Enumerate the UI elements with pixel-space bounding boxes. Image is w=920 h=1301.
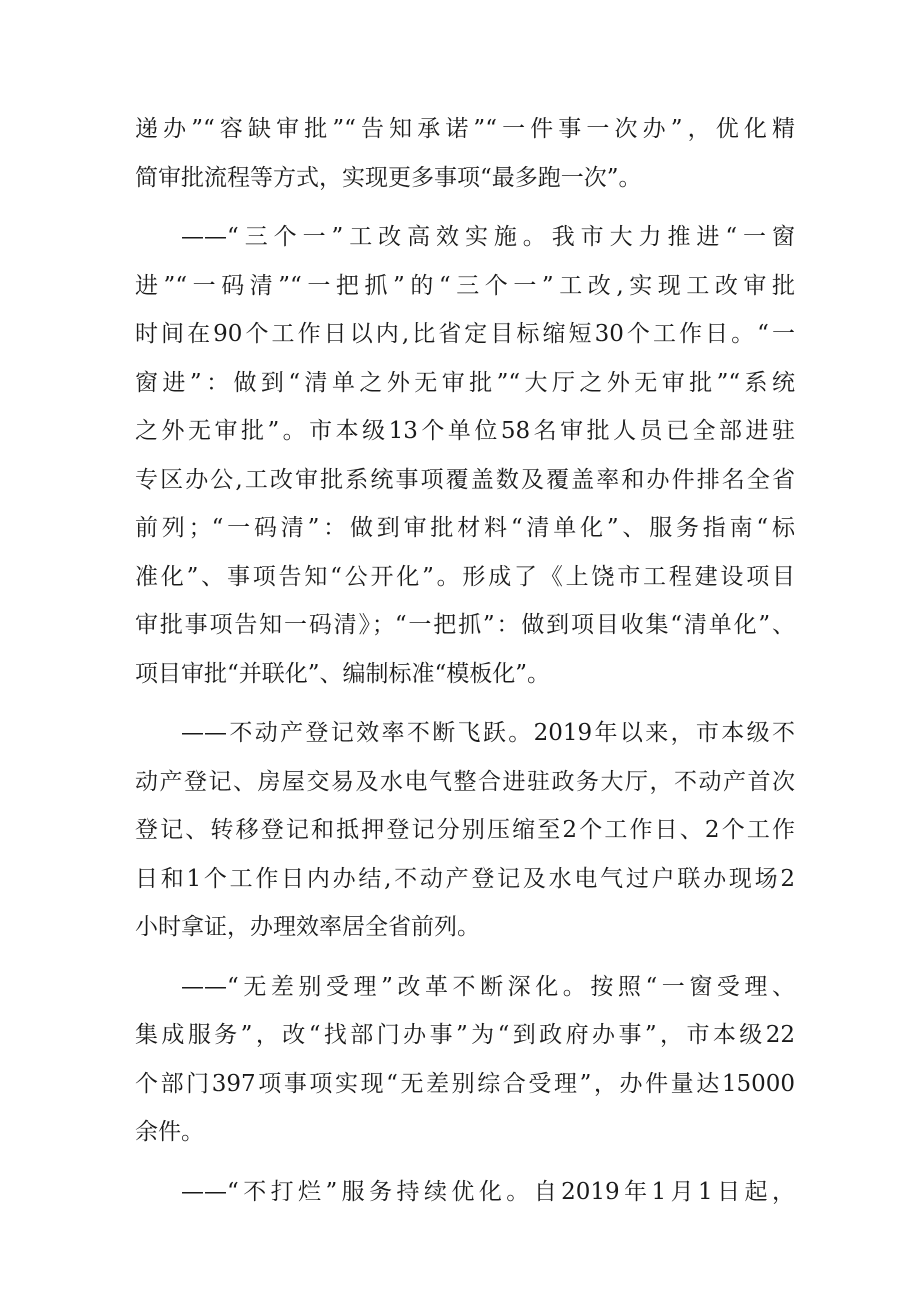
paragraph-gap xyxy=(135,1157,795,1168)
text-line: 时间在90个工作日以内,比省定目标缩短30个工作日。“一 xyxy=(135,321,795,347)
text-line: ——“不打烂”服务持续优化。自2019年1月1日起， xyxy=(181,1178,795,1205)
text-line: 登记、转移登记和抵押登记分别压缩至2个工作日、2个工作 xyxy=(135,817,795,843)
text-line: 窗进”：做到“清单之外无审批”“大厅之外无审批”“系统 xyxy=(135,369,795,396)
text-line: 之外无审批”。市本级13个单位58名审批人员已全部进驻 xyxy=(135,418,795,444)
text-line: 审批事项告知一码清》；“一把抓”：做到项目收集“清单化”、 xyxy=(135,612,795,638)
text-line: 动产登记、房屋交易及水电气整合进驻政务大厅，不动产首次 xyxy=(135,768,795,795)
text-line: 进”“一码清”“一把抓”的“三个一”工改,实现工改审批 xyxy=(135,272,795,299)
text-line: 前列；“一码清”：做到审批材料“清单化”、服务指南“标 xyxy=(135,515,795,541)
document-body xyxy=(135,105,795,1216)
text-line: 集成服务”，改“找部门办事”为“到政府办事”，市本级22 xyxy=(135,1022,795,1048)
paragraph-gap xyxy=(135,698,795,709)
text-line: 日和1个工作日内办结,不动产登记及水电气过户联办现场2 xyxy=(135,865,795,892)
text-line: 个部门397项事项实现“无差别综合受理”，办件量达15000 xyxy=(135,1070,795,1097)
paragraph-gap xyxy=(135,952,795,963)
text-line: 简审批流程等方式，实现更多事项“最多跑一次”。 xyxy=(135,164,642,191)
text-line: 专区办公,工改审批系统事项覆盖数及覆盖率和办件排名全省 xyxy=(135,466,795,493)
text-line: 余件。 xyxy=(135,1119,204,1145)
text-line: 项目审批“并联化”、编制标准“模板化”。 xyxy=(135,660,551,687)
text-line: 递办”“容缺审批”“告知承诺”“一件事一次办”，优化精 xyxy=(135,116,795,142)
text-line: 小时拿证，办理效率居全省前列。 xyxy=(135,914,480,940)
text-line: ——不动产登记效率不断飞跃。2019年以来，市本级不 xyxy=(181,720,795,746)
text-line: ——“三个一”工改高效实施。我市大力推进“一窗 xyxy=(181,224,795,250)
paragraph-gap xyxy=(135,202,795,213)
text-line: ——“无差别受理”改革不断深化。按照“一窗受理、 xyxy=(181,973,795,1000)
text-line: 准化”、事项告知“公开化”。形成了《上饶市工程建设项目 xyxy=(135,563,795,590)
